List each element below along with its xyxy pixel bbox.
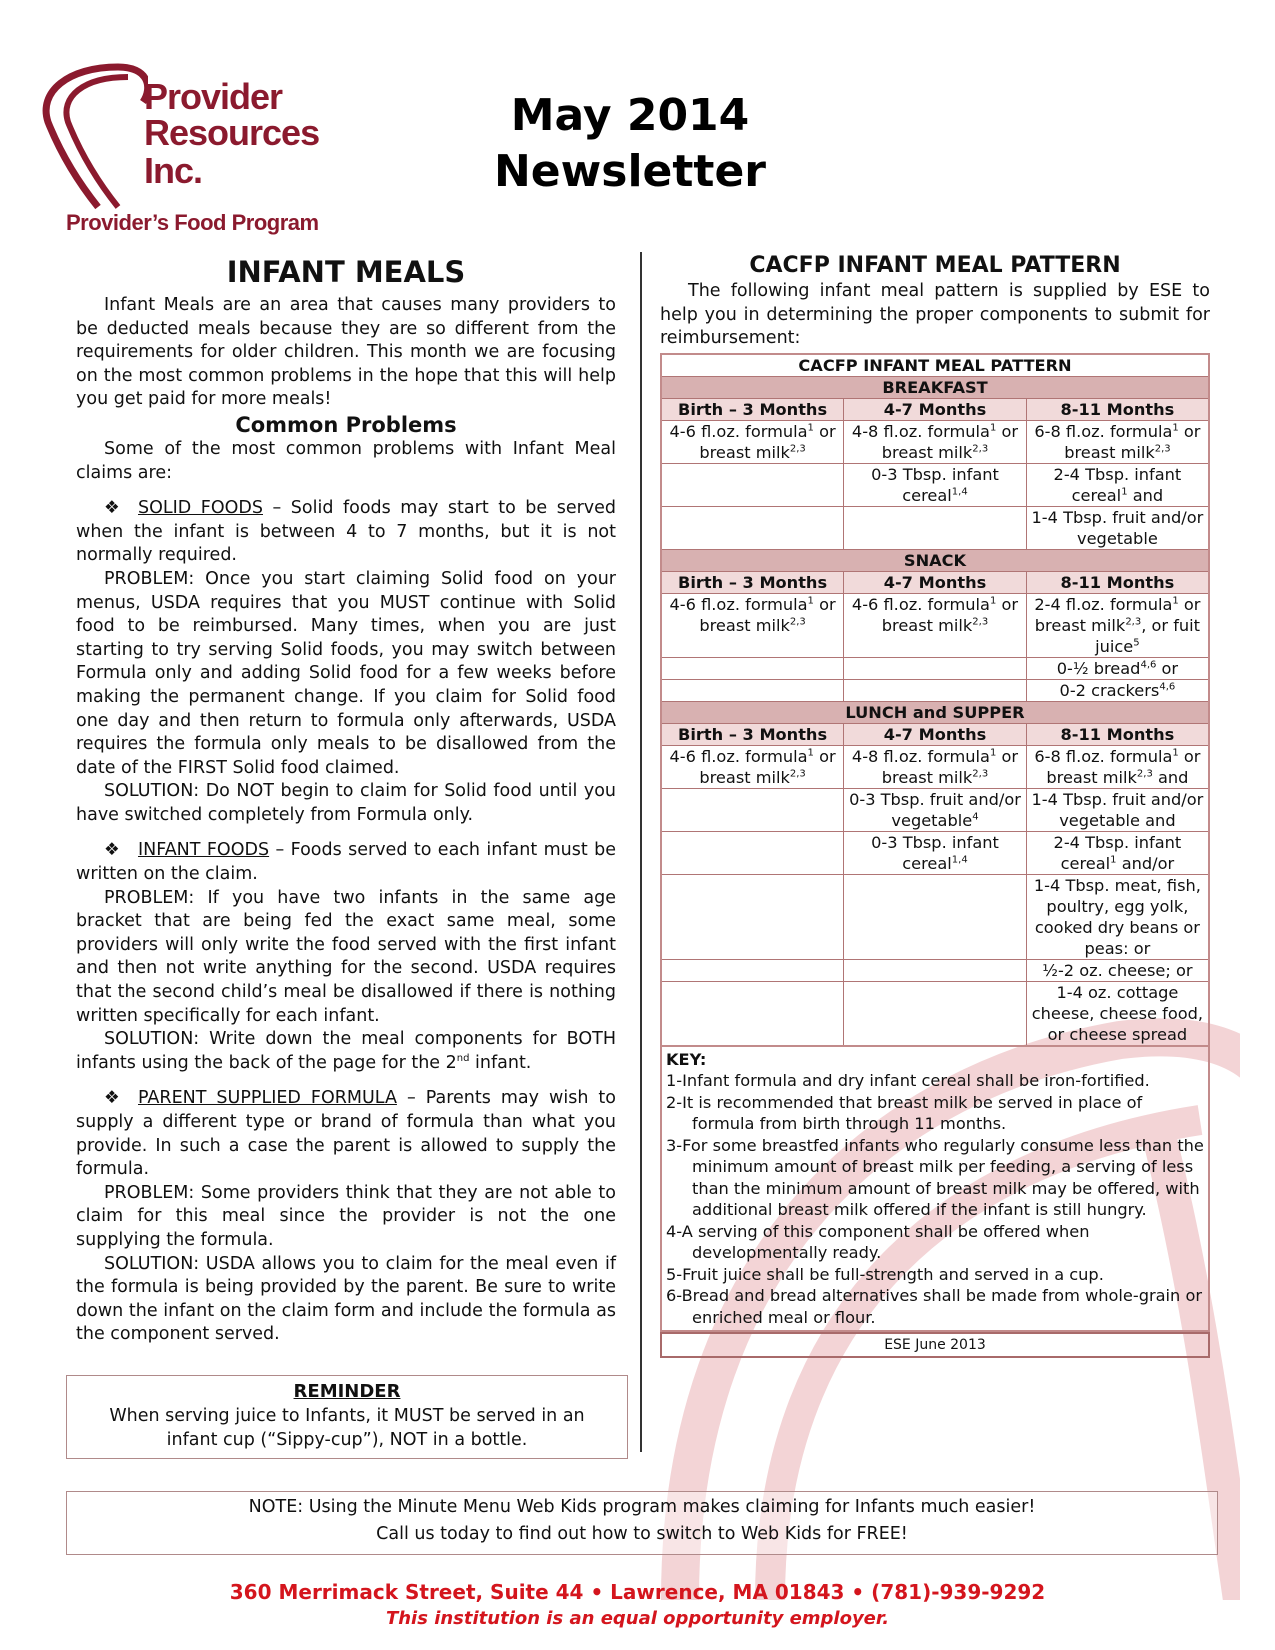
cell-text: or breast milk xyxy=(881,594,1019,635)
cell-text: or breast milk xyxy=(1034,594,1201,635)
footnote-ref: 1 xyxy=(1121,486,1128,498)
cell-text: 6-8 fl.oz. formula xyxy=(1034,746,1173,766)
cell-text: 2-4 fl.oz. formula xyxy=(1034,594,1173,614)
age-column-header: 4-7 Months xyxy=(844,571,1027,593)
age-header-row xyxy=(661,398,1209,420)
ordinal-sup: nd xyxy=(456,1052,470,1064)
footnote-ref: 4,6 xyxy=(1159,681,1176,693)
table-cell xyxy=(661,959,844,981)
item-title: INFANT FOODS xyxy=(138,840,270,861)
item-title: SOLID FOODS xyxy=(138,498,263,519)
cell-text: 1-4 Tbsp. fruit and/or vegetable and xyxy=(1031,789,1204,830)
problem-item-parent-supplied-formula xyxy=(76,1087,616,1181)
footnote-ref: 1 xyxy=(1172,595,1179,607)
table-row xyxy=(661,420,1209,463)
common-problems-heading: Common Problems xyxy=(235,412,457,437)
footnote-ref: 1 xyxy=(1172,422,1179,434)
article-heading: INFANT MEALS xyxy=(226,255,466,289)
cell-text: or xyxy=(1156,658,1179,678)
age-column-header: 8-11 Months xyxy=(1026,398,1209,420)
footnote-ref: 1 xyxy=(807,422,814,434)
cell-text: 1-4 Tbsp. meat, fish, poultry, egg yolk, cooked dry beans or peas: or xyxy=(1033,875,1201,958)
meal-pattern-section xyxy=(660,252,1210,1358)
footnote-ref: 1,4 xyxy=(951,854,968,866)
note-line-2: Call us today to find out how to switch to Web Kids for FREE! xyxy=(376,1524,908,1544)
footnote-ref: 2,3 xyxy=(789,616,806,628)
cell-text: and xyxy=(1152,767,1189,787)
table-row xyxy=(661,788,1209,831)
table-row xyxy=(661,657,1209,679)
table-cell xyxy=(844,463,1027,506)
table-row xyxy=(661,679,1209,701)
table-cell xyxy=(661,593,844,657)
table-cell xyxy=(661,874,844,959)
diamond-bullet-icon: ❖ xyxy=(104,498,120,519)
table-cell xyxy=(844,745,1027,788)
table-row xyxy=(661,593,1209,657)
provider-resources-logo xyxy=(38,62,368,244)
footnote-ref: 2,3 xyxy=(789,443,806,455)
solution-text: SOLUTION: Write down the meal components for BOTH infants using the back of the page for the 2 xyxy=(76,1029,616,1073)
age-header-row xyxy=(661,571,1209,593)
table-cell xyxy=(844,657,1027,679)
age-column-header: 8-11 Months xyxy=(1026,723,1209,745)
age-column-header: Birth – 3 Months xyxy=(661,723,844,745)
cell-text: 4-6 fl.oz. formula xyxy=(669,746,808,766)
bread-slice-logo-icon xyxy=(38,62,148,212)
table-cell xyxy=(844,981,1027,1046)
title-month-year: May 2014 xyxy=(510,90,750,141)
title-newsletter: Newsletter xyxy=(493,146,767,197)
cell-text: or breast milk xyxy=(1046,746,1201,787)
problem-item-infant-foods xyxy=(76,839,616,886)
key-item: 6-Bread and bread alternatives shall be made from whole-grain or enriched meal or flour. xyxy=(666,1286,1203,1327)
table-cell xyxy=(844,874,1027,959)
infant-meals-article xyxy=(76,252,616,1347)
cell-text: 0-3 Tbsp. infant cereal xyxy=(871,464,999,505)
cell-text: 0-3 Tbsp. infant cereal xyxy=(871,832,999,873)
table-cell xyxy=(661,788,844,831)
table-cell xyxy=(1026,420,1209,463)
table-cell xyxy=(661,463,844,506)
article-lead: Some of the most common problems with Infant Meal claims are: xyxy=(76,438,616,483)
cell-text: 4-8 fl.oz. formula xyxy=(851,746,990,766)
footer-equal-opportunity: This institution is an equal opportunity employer. xyxy=(385,1608,890,1629)
table-cell xyxy=(661,745,844,788)
table-cell xyxy=(1026,831,1209,874)
newsletter-title xyxy=(470,88,790,200)
table-row xyxy=(661,506,1209,549)
cell-text: 2-4 Tbsp. infant cereal xyxy=(1053,464,1182,505)
reminder-line-2: infant cup (“Sippy-cup”), NOT in a bottle. xyxy=(166,1430,528,1450)
logo-line-provider: Provider xyxy=(144,76,283,117)
meal-pattern-intro: The following infant meal pattern is supplied by ESE to help you in determining the proper components to submit for reimbursement: xyxy=(660,281,1210,348)
table-cell xyxy=(1026,981,1209,1046)
meal-pattern-table xyxy=(660,353,1210,1047)
table-cell xyxy=(1026,788,1209,831)
cell-text: 4-6 fl.oz. formula xyxy=(851,594,990,614)
table-cell xyxy=(1026,506,1209,549)
footnote-ref: 4,6 xyxy=(1140,659,1157,671)
table-cell xyxy=(661,420,844,463)
item-solution: SOLUTION: USDA allows you to claim for the meal even if the formula is being provided by the parent. Be sure to write down the infant on the claim form and include the formula as the component served. xyxy=(76,1253,616,1345)
cell-text: or breast milk xyxy=(699,746,836,787)
table-row xyxy=(661,831,1209,874)
cell-text: or breast milk xyxy=(881,421,1019,462)
table-cell xyxy=(1026,745,1209,788)
logo-line-inc: Inc. xyxy=(144,150,203,191)
cell-text: 0-½ bread xyxy=(1056,658,1141,678)
diamond-bullet-icon: ❖ xyxy=(104,1088,120,1109)
note-line-1: NOTE: Using the Minute Menu Web Kids program makes claiming for Infants much easier! xyxy=(248,1497,1036,1517)
table-row xyxy=(661,874,1209,959)
item-text: – Foods served to each infant must be written on the claim. xyxy=(76,840,616,885)
footnote-ref: 1,4 xyxy=(951,486,968,498)
table-row xyxy=(661,981,1209,1046)
item-problem: PROBLEM: Once you start claiming Solid food on your menus, USDA requires that you MUST continue with Solid food to be reimbursed. Many times, when you are just starting to try serving Solid foods, you may switch between Formula only and adding Solid food for a few weeks before making the permanent change. If you claim for Solid food one day and then return to formula only afterwards, USDA requires the formula only meals to be disallowed from the date of the FIRST Solid food claimed. xyxy=(76,568,616,778)
table-cell xyxy=(1026,959,1209,981)
cell-text: or breast milk xyxy=(881,746,1019,787)
article-intro: Infant Meals are an area that causes many providers to be deducted meals because they are so different from the requirements for older children. This month we are focusing on the most common problems in the hope that this will help you get paid for more meals! xyxy=(76,295,616,410)
cell-text: 2-4 Tbsp. infant cereal xyxy=(1053,832,1182,873)
table-title-row xyxy=(661,354,1209,377)
table-cell xyxy=(1026,463,1209,506)
footnote-ref: 1 xyxy=(989,422,997,434)
cell-text: and/or xyxy=(1116,853,1175,873)
key-item: 1-Infant formula and dry infant cereal shall be iron-fortified. xyxy=(666,1071,1150,1090)
reminder-line-1: When serving juice to Infants, it MUST be served in an xyxy=(109,1406,585,1426)
item-solution: SOLUTION: Do NOT begin to claim for Solid food until you have switched completely from Formula only. xyxy=(76,781,616,825)
item-problem: PROBLEM: Some providers think that they are not able to claim for this meal since the provider is not the one supplying the formula. xyxy=(76,1182,616,1250)
table-cell xyxy=(661,981,844,1046)
cell-text: 0-3 Tbsp. fruit and/or vegetable xyxy=(849,789,1021,830)
table-cell xyxy=(844,959,1027,981)
problem-item-solid-foods xyxy=(76,497,616,568)
footnote-ref: 2,3 xyxy=(972,443,989,455)
table-cell xyxy=(844,831,1027,874)
table-cell xyxy=(1026,874,1209,959)
item-text: – Parents may wish to supply a different type or brand of formula than what you provide. In such a case the parent is allowed to supply the formula. xyxy=(76,1088,616,1180)
cell-text: and xyxy=(1127,485,1164,505)
cell-text: or breast milk xyxy=(699,594,836,635)
key-item: 3-For some breastfed infants who regularly consume less than the minimum amount of breast milk per feeding, a serving of less than the minimum amount of breast milk may be offered, with additional breast milk offered if the infant is still hungry. xyxy=(666,1135,1204,1219)
table-row xyxy=(661,463,1209,506)
footnote-ref: 1 xyxy=(989,595,997,607)
section-title: BREAKFAST xyxy=(661,376,1209,398)
footnote-ref: 2,3 xyxy=(789,768,806,780)
age-header-row xyxy=(661,723,1209,745)
key-title: KEY: xyxy=(666,1049,707,1069)
table-row xyxy=(661,745,1209,788)
table-cell xyxy=(844,593,1027,657)
footnote-ref: 2,3 xyxy=(972,768,989,780)
table-source: ESE June 2013 xyxy=(660,1332,1210,1358)
solution-end: infant. xyxy=(469,1052,532,1073)
table-row xyxy=(661,959,1209,981)
age-column-header: 4-7 Months xyxy=(844,398,1027,420)
footnote-ref: 1 xyxy=(989,747,997,759)
footnote-ref: 2,3 xyxy=(1136,768,1153,780)
reminder-box xyxy=(66,1375,628,1459)
age-column-header: 4-7 Months xyxy=(844,723,1027,745)
footnote-ref: 2,3 xyxy=(1154,443,1171,455)
footer xyxy=(0,1578,1275,1632)
cell-text: or breast milk xyxy=(1064,421,1201,462)
item-text: – Solid foods may start to be served when the infant is between 4 to 7 months, but it is not normally required. xyxy=(76,498,617,566)
footnote-ref: 1 xyxy=(807,747,814,759)
footnote-ref: 2,3 xyxy=(972,616,989,628)
table-cell xyxy=(844,506,1027,549)
cell-text: , or fuit juice xyxy=(1095,615,1201,656)
footer-address: 360 Merrimack Street, Suite 44 • Lawrence, MA 01843 • (781)-939-9292 xyxy=(229,1580,1046,1604)
table-cell xyxy=(844,679,1027,701)
section-row xyxy=(661,701,1209,723)
diamond-bullet-icon: ❖ xyxy=(104,840,120,861)
table-key xyxy=(660,1047,1210,1333)
item-solution xyxy=(76,1028,616,1075)
reminder-title: REMINDER xyxy=(293,1381,401,1402)
footnote-ref: 2,3 xyxy=(1125,616,1142,628)
footnote-ref: 1 xyxy=(807,595,814,607)
key-item: 4-A serving of this component shall be offered when developmentally ready. xyxy=(666,1221,1090,1262)
footnote-ref: 4 xyxy=(972,811,979,823)
table-cell xyxy=(844,420,1027,463)
footnote-ref: 1 xyxy=(1172,747,1179,759)
table-cell xyxy=(1026,593,1209,657)
item-title: PARENT SUPPLIED FORMULA xyxy=(138,1088,397,1109)
web-kids-note xyxy=(66,1491,1218,1555)
age-column-header: Birth – 3 Months xyxy=(661,398,844,420)
table-cell xyxy=(1026,657,1209,679)
table-cell xyxy=(844,788,1027,831)
cell-text: 1-4 Tbsp. fruit and/or vegetable xyxy=(1031,507,1204,548)
section-row xyxy=(661,549,1209,571)
table-title: CACFP INFANT MEAL PATTERN xyxy=(661,354,1209,377)
logo-line-resources: Resources xyxy=(144,112,320,153)
column-divider xyxy=(640,252,642,1452)
section-title: SNACK xyxy=(661,549,1209,571)
key-item: 5-Fruit juice shall be full-strength and served in a cup. xyxy=(666,1264,1104,1284)
table-cell xyxy=(1026,679,1209,701)
section-row xyxy=(661,376,1209,398)
cell-text: 4-6 fl.oz. formula xyxy=(669,421,808,441)
item-problem: PROBLEM: If you have two infants in the same age bracket that are being fed the exact same meal, some providers will only write the food served with the first infant and then not write anything for the second. USDA requires that the second child’s meal be disallowed if there is nothing written specifically for each infant. xyxy=(76,887,616,1026)
age-column-header: Birth – 3 Months xyxy=(661,571,844,593)
table-cell xyxy=(661,506,844,549)
cell-text: or breast milk xyxy=(699,421,836,462)
footnote-ref: 1 xyxy=(1110,854,1117,866)
table-cell xyxy=(661,657,844,679)
table-cell xyxy=(661,831,844,874)
age-column-header: 8-11 Months xyxy=(1026,571,1209,593)
logo-tagline: Provider’s Food Program xyxy=(66,210,319,235)
cell-text: 1-4 oz. cottage cheese, cheese food, or cheese spread xyxy=(1031,982,1204,1044)
table-cell xyxy=(661,679,844,701)
cell-text: ½-2 oz. cheese; or xyxy=(1042,960,1193,980)
cell-text: 6-8 fl.oz. formula xyxy=(1034,421,1173,441)
cell-text: 0-2 crackers xyxy=(1059,680,1160,700)
footnote-ref: 5 xyxy=(1133,637,1140,649)
meal-pattern-heading: CACFP INFANT MEAL PATTERN xyxy=(749,253,1121,278)
cell-text: 4-8 fl.oz. formula xyxy=(851,421,990,441)
cell-text: 4-6 fl.oz. formula xyxy=(669,594,808,614)
section-title: LUNCH and SUPPER xyxy=(661,701,1209,723)
key-item: 2-It is recommended that breast milk be served in place of formula from birth through 11 months. xyxy=(666,1092,1143,1133)
